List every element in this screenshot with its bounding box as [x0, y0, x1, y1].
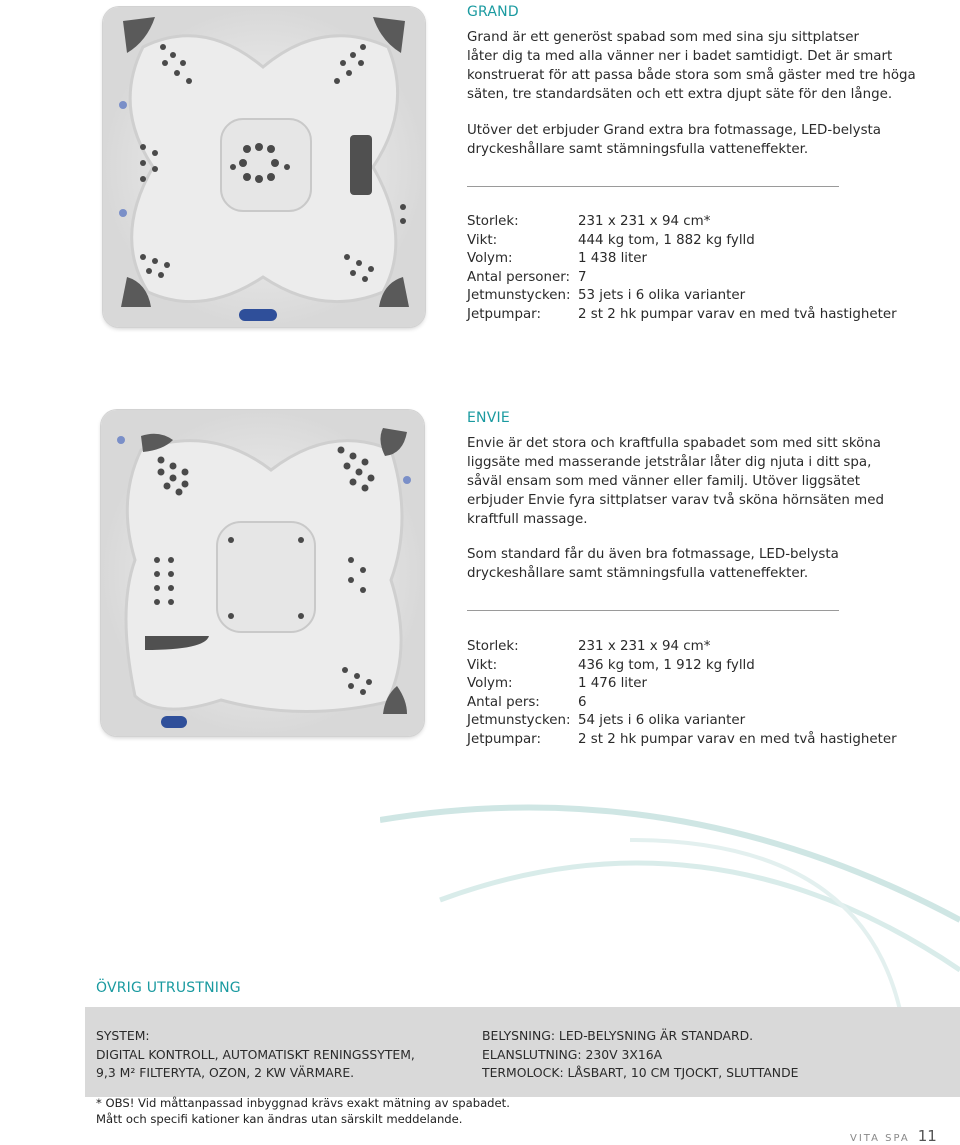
grand-desc-line: låter dig ta med alla vänner ner i badet samtidigt. Det är smart	[467, 49, 893, 64]
spec-row	[467, 232, 947, 251]
spec-key: Vikt:	[467, 232, 498, 248]
spec-key: Storlek:	[467, 639, 519, 654]
spec-value: 54 jets i 6 olika varianter	[578, 713, 746, 729]
spec-key: Jetpumpar:	[467, 731, 541, 747]
equipment-line: DIGITAL KONTROLL, AUTOMATISKT RENINGSSYTEM,	[96, 1046, 415, 1062]
grand-desc-line: konstruerat för att passa både stora som små gäster med tre höga	[467, 68, 916, 83]
spec-key: Jetmunstycken:	[467, 288, 571, 304]
spec-row	[467, 213, 947, 232]
spec-key: Volym:	[467, 676, 513, 692]
envie-desc-line: erbjuder Envie fyra sittplatser varav två sköna hörnsäten med	[467, 493, 884, 508]
grand-spa-illustration	[103, 7, 425, 327]
spec-value: 1 476 liter	[578, 676, 648, 692]
envie-spa-image	[101, 410, 424, 736]
spec-key: Antal personer:	[467, 269, 570, 285]
grand-divider	[467, 186, 839, 187]
spec-row	[467, 250, 947, 269]
spec-row	[467, 712, 947, 731]
spec-value: 6	[578, 694, 587, 710]
spec-row	[467, 731, 947, 750]
grand-specs	[467, 213, 947, 325]
envie-specs	[467, 638, 947, 750]
spec-value: 7	[578, 269, 587, 285]
equipment-line: SYSTEM:	[96, 1028, 150, 1043]
page-footer	[850, 1127, 937, 1145]
spec-key: Storlek:	[467, 214, 519, 229]
equipment-line: TERMOLOCK: LÅSBART, 10 CM TJOCKT, SLUTTANDE	[482, 1065, 799, 1080]
decorative-swoosh	[380, 780, 960, 1010]
spec-key: Antal pers:	[467, 694, 540, 710]
brand-label: VITA SPA	[850, 1133, 910, 1144]
grand-spa-image	[103, 7, 425, 327]
spec-value: 436 kg tom, 1 912 kg fylld	[578, 657, 755, 673]
envie-title: ENVIE	[467, 410, 510, 426]
spec-key: Jetpumpar:	[467, 306, 541, 322]
envie-spa-illustration	[101, 410, 424, 736]
equipment-line: 9,3 M² FILTERYTA, OZON, 2 KW VÄRMARE.	[96, 1065, 355, 1080]
envie-desc-line: kraftfull massage.	[467, 512, 588, 527]
spec-value: 231 x 231 x 94 cm*	[578, 639, 711, 654]
grand-desc-line: Grand är ett generöst spabad som med sina sju sittplatser	[467, 30, 859, 45]
equipment-line: ELANSLUTNING: 230V 3X16A	[482, 1046, 663, 1062]
grand-features	[467, 121, 947, 159]
page-number: 11	[917, 1127, 937, 1145]
spec-row	[467, 287, 947, 306]
spec-key: Jetmunstycken:	[467, 713, 571, 729]
spec-row	[467, 657, 947, 676]
spec-row	[467, 675, 947, 694]
equipment-left	[96, 1027, 476, 1083]
equipment-right	[482, 1027, 952, 1083]
equipment-title: ÖVRIG UTRUSTNING	[96, 980, 241, 996]
spec-value: 2 st 2 hk pumpar varav en med två hastigheter	[578, 306, 897, 322]
envie-desc-line: liggsäte med masserande jetstrålar låter dig njuta i ditt spa,	[467, 455, 872, 470]
spec-row	[467, 694, 947, 713]
spec-row	[467, 306, 947, 325]
envie-desc-line: såväl ensam som med vänner eller familj. Utöver liggsätet	[467, 474, 860, 489]
spec-value: 1 438 liter	[578, 251, 648, 267]
footnote-line: * OBS! Vid måttanpassad inbyggnad krävs exakt mätning av spabadet.	[96, 1096, 510, 1110]
grand-feature-line: dryckeshållare samt stämningsfulla vatteneffekter.	[467, 142, 809, 157]
spec-row	[467, 269, 947, 288]
equipment-line: BELYSNING: LED-BELYSNING ÄR STANDARD.	[482, 1028, 754, 1043]
grand-description	[467, 28, 947, 104]
envie-desc-line: Envie är det stora och kraftfulla spabadet som med sitt sköna	[467, 436, 882, 451]
footnote	[96, 1096, 656, 1127]
envie-features	[467, 545, 947, 583]
spec-value: 2 st 2 hk pumpar varav en med två hastigheter	[578, 731, 897, 747]
grand-title: GRAND	[467, 4, 519, 20]
envie-description	[467, 434, 947, 529]
spec-value: 231 x 231 x 94 cm*	[578, 214, 711, 229]
spec-key: Volym:	[467, 251, 513, 267]
envie-feature-line: dryckeshållare samt stämningsfulla vatteneffekter.	[467, 566, 809, 581]
envie-divider	[467, 610, 839, 611]
grand-desc-line: säten, tre standardsäten och ett extra djupt säte för den långe.	[467, 87, 893, 102]
envie-feature-line: Som standard får du även bra fotmassage, LED-belysta	[467, 547, 839, 562]
spec-value: 444 kg tom, 1 882 kg fylld	[578, 232, 755, 248]
spec-value: 53 jets i 6 olika varianter	[578, 288, 746, 304]
footnote-line: Mått och specifi kationer kan ändras utan särskilt meddelande.	[96, 1111, 463, 1126]
spec-row	[467, 638, 947, 657]
grand-feature-line: Utöver det erbjuder Grand extra bra fotmassage, LED-belysta	[467, 123, 882, 138]
spec-key: Vikt:	[467, 657, 498, 673]
